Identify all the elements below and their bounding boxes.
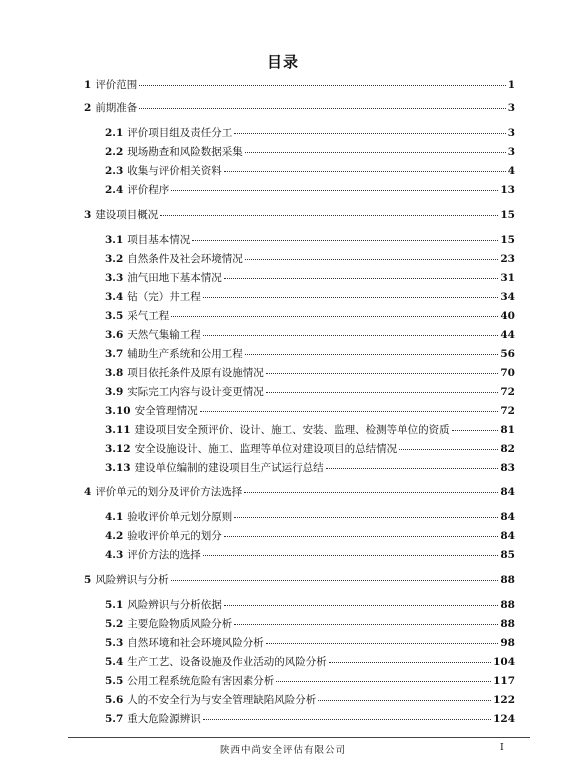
toc-entry-title: 油气田地下基本情况 [127, 272, 222, 284]
toc-entry-title: 自然环境和社会环境风险分析 [127, 637, 264, 649]
toc-leader-dots [224, 605, 499, 606]
toc-entry-page: 72 [500, 386, 515, 398]
toc-entry-number: 2.4 [105, 184, 124, 196]
toc-entry-title: 人的不安全行为与安全管理缺陷风险分析 [127, 694, 317, 706]
toc-entry-page: 4 [507, 165, 515, 177]
toc-entry-number: 3.11 [105, 424, 131, 436]
toc-entry-page: 3 [507, 102, 515, 114]
toc-entry-page: 81 [500, 424, 515, 436]
toc-leader-dots [266, 392, 499, 393]
toc-entry-number: 3.6 [105, 329, 124, 341]
toc-entry-number: 3.2 [105, 253, 124, 265]
toc-entry[interactable] [105, 548, 515, 562]
toc-entry[interactable] [105, 636, 515, 650]
toc-entry-number: 5.1 [105, 599, 124, 611]
toc-entry-page: 104 [493, 656, 515, 668]
toc-entry-page: 70 [500, 367, 515, 379]
toc-entry-title: 风险辨识与分析依据 [127, 599, 222, 611]
toc-entry[interactable] [105, 385, 515, 399]
toc-entry[interactable] [84, 573, 515, 587]
toc-leader-dots [203, 297, 499, 298]
toc-entry-number: 3.3 [105, 272, 124, 284]
footer-page-number: I [500, 742, 504, 753]
toc-entry-number: 3 [84, 209, 92, 221]
toc-entry-page: 13 [500, 184, 515, 196]
toc-entry-number: 2 [84, 102, 92, 114]
toc-leader-dots [192, 240, 498, 241]
toc-entry-number: 3.13 [105, 462, 131, 474]
toc-leader-dots [245, 354, 499, 355]
toc-entry-page: 84 [500, 511, 515, 523]
toc-leader-dots [245, 259, 499, 260]
toc-entry[interactable] [105, 617, 515, 631]
toc-leader-dots [139, 108, 505, 109]
toc-entry-page: 40 [500, 310, 515, 322]
toc-entry-title: 自然条件及社会环境情况 [127, 253, 243, 265]
toc-entry-title: 主要危险物质风险分析 [127, 618, 233, 630]
toc-leader-dots [200, 411, 499, 412]
toc-entry-title: 生产工艺、设备设施及作业活动的风险分析 [127, 656, 327, 668]
toc-entry-number: 5.6 [105, 694, 124, 706]
toc-entry-title: 安全设施设计、施工、监理等单位对建设项目的总结情况 [134, 443, 398, 455]
toc-entry-number: 2.3 [105, 165, 124, 177]
toc-entry-page: 23 [500, 253, 515, 265]
toc-leader-dots [203, 555, 499, 556]
toc-entry-number: 5.7 [105, 713, 124, 725]
toc-entry-number: 3.4 [105, 291, 124, 303]
toc-entry[interactable] [105, 309, 515, 323]
toc-entry-number: 2.2 [105, 146, 124, 158]
toc-entry[interactable] [105, 598, 515, 612]
toc-entry-title: 现场勘查和风险数据采集 [127, 146, 243, 158]
toc-entry[interactable] [84, 101, 515, 115]
toc-entry-page: 83 [500, 462, 515, 474]
toc-entry-title: 安全管理情况 [134, 405, 198, 417]
toc-entry-title: 评价程序 [127, 184, 170, 196]
toc-entry-page: 117 [493, 675, 515, 687]
toc-entry-title: 辅助生产系统和公用工程 [127, 348, 243, 360]
toc-entry-title: 公用工程系统危险有害因素分析 [127, 675, 275, 687]
toc-entry-number: 1 [84, 79, 92, 91]
toc-entry-page: 31 [500, 272, 515, 284]
toc-entry-title: 评价范围 [95, 79, 138, 91]
footer-divider [68, 737, 530, 738]
toc-entry[interactable] [84, 78, 515, 92]
toc-entry-title: 建设项目安全预评价、设计、施工、安装、监理、检测等单位的资质 [134, 424, 450, 436]
toc-leader-dots [203, 335, 499, 336]
toc-leader-dots [452, 430, 499, 431]
toc-leader-dots [276, 681, 491, 682]
toc-entry[interactable] [105, 252, 515, 266]
toc-entry[interactable] [105, 442, 515, 456]
toc-leader-dots [203, 719, 491, 720]
toc-entry-page: 34 [500, 291, 515, 303]
toc-entry-number: 5.4 [105, 656, 124, 668]
page-title: 目录 [266, 53, 299, 71]
toc-leader-dots [171, 316, 498, 317]
toc-entry-title: 评价方法的选择 [127, 549, 201, 561]
toc-entry-number: 5.2 [105, 618, 124, 630]
toc-entry[interactable] [105, 693, 515, 707]
toc-entry-page: 72 [500, 405, 515, 417]
toc-entry[interactable] [105, 183, 515, 197]
toc-entry-title: 采气工程 [127, 310, 170, 322]
toc-entry-title: 验收评价单元的划分 [127, 530, 222, 542]
toc-leader-dots [266, 373, 499, 374]
toc-entry[interactable] [105, 461, 515, 475]
toc-entry[interactable] [105, 328, 515, 342]
toc-entry-page: 82 [500, 443, 515, 455]
toc-entry-number: 3.5 [105, 310, 124, 322]
toc-leader-dots [244, 492, 498, 493]
toc-entry[interactable] [105, 529, 515, 543]
toc-entry-number: 3.8 [105, 367, 124, 379]
toc-entry[interactable] [105, 366, 515, 380]
toc-entry[interactable] [105, 404, 515, 418]
toc-leader-dots [224, 171, 506, 172]
toc-entry-page: 88 [500, 574, 515, 586]
toc-leader-dots [234, 517, 498, 518]
toc-leader-dots [139, 85, 505, 86]
toc-entry-number: 5.5 [105, 675, 124, 687]
toc-entry-title: 建设单位编制的建设项目生产试运行总结 [134, 462, 324, 474]
toc-entry-number: 2.1 [105, 127, 124, 139]
toc-entry-number: 3.10 [105, 405, 131, 417]
toc-entry[interactable] [105, 164, 515, 178]
toc-entry-number: 4 [84, 486, 92, 498]
toc-entry[interactable] [105, 712, 515, 726]
toc-entry[interactable] [105, 347, 515, 361]
toc-entry-number: 5.3 [105, 637, 124, 649]
toc-leader-dots [224, 536, 499, 537]
toc-entry-number: 3.9 [105, 386, 124, 398]
toc-entry[interactable] [105, 290, 515, 304]
toc-leader-dots [245, 152, 506, 153]
toc-entry-title: 项目基本情况 [127, 234, 191, 246]
toc-entry-page: 124 [493, 713, 515, 725]
toc-entry-page: 56 [500, 348, 515, 360]
toc-entry-number: 5 [84, 574, 92, 586]
toc-entry-title: 收集与评价相关资料 [127, 165, 222, 177]
toc-entry[interactable] [105, 126, 515, 140]
toc-entry-page: 88 [500, 618, 515, 630]
toc-entry-number: 4.3 [105, 549, 124, 561]
toc-leader-dots [326, 468, 499, 469]
toc-entry-title: 重大危险源辨识 [127, 713, 201, 725]
toc-entry-page: 88 [500, 599, 515, 611]
toc-entry-number: 4.2 [105, 530, 124, 542]
toc-leader-dots [234, 624, 498, 625]
toc-entry-page: 85 [500, 549, 515, 561]
toc-entry-title: 评价单元的划分及评价方法选择 [95, 486, 243, 498]
toc-entry-number: 3.7 [105, 348, 124, 360]
toc-leader-dots [329, 662, 491, 663]
toc-entry[interactable] [105, 271, 515, 285]
toc-entry-page: 98 [500, 637, 515, 649]
toc-entry[interactable] [105, 233, 515, 247]
toc-entry-number: 3.12 [105, 443, 131, 455]
toc-entry-number: 3.1 [105, 234, 124, 246]
toc-entry-number: 4.1 [105, 511, 124, 523]
toc-entry-page: 84 [500, 530, 515, 542]
toc-entry[interactable] [105, 674, 515, 688]
toc-leader-dots [171, 190, 498, 191]
toc-entry[interactable] [105, 145, 515, 159]
toc-entry[interactable] [105, 655, 515, 669]
toc-leader-dots [234, 133, 505, 134]
toc-entry-page: 3 [507, 146, 515, 158]
toc-entry-title: 风险辨识与分析 [95, 574, 169, 586]
toc-leader-dots [318, 700, 491, 701]
toc-entry-title: 钻（完）井工程 [127, 291, 201, 303]
toc-leader-dots [266, 643, 499, 644]
toc-entry-page: 3 [507, 127, 515, 139]
toc-entry-page: 122 [493, 694, 515, 706]
toc-entry-title: 前期准备 [95, 102, 138, 114]
toc-entry-page: 84 [500, 486, 515, 498]
toc-entry-title: 评价项目组及责任分工 [127, 127, 233, 139]
toc-leader-dots [224, 278, 499, 279]
toc-entry[interactable] [84, 485, 515, 499]
toc-entry-title: 天然气集输工程 [127, 329, 201, 341]
toc-entry-page: 15 [500, 209, 515, 221]
toc-entry-title: 验收评价单元划分原则 [127, 511, 233, 523]
toc-entry[interactable] [84, 208, 515, 222]
toc-entry[interactable] [105, 423, 515, 437]
footer-company: 陕西中尚安全评估有限公司 [219, 745, 346, 756]
toc-entry[interactable] [105, 510, 515, 524]
toc-leader-dots [160, 215, 498, 216]
toc-entry-page: 1 [507, 79, 515, 91]
toc-leader-dots [171, 580, 499, 581]
toc-entry-page: 44 [500, 329, 515, 341]
toc-entry-title: 实际完工内容与设计变更情况 [127, 386, 264, 398]
toc-leader-dots [399, 449, 498, 450]
toc-entry-page: 15 [500, 234, 515, 246]
toc-entry-title: 项目依托条件及原有设施情况 [127, 367, 264, 379]
toc-entry-title: 建设项目概况 [95, 209, 159, 221]
